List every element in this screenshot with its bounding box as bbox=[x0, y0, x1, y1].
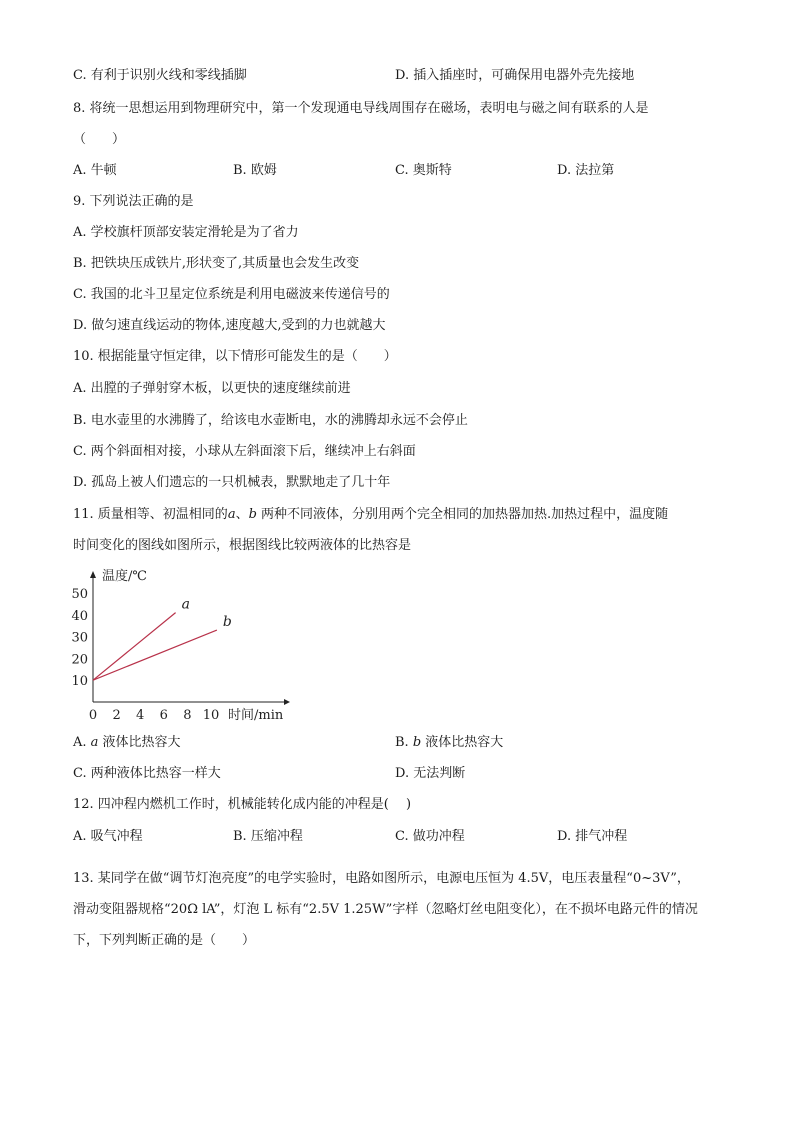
q10-option-c: C. 两个斜面相对接，小球从左斜面滚下后，继续冲上右斜面 bbox=[73, 444, 416, 459]
q11-stem-line2: 时间变化的图线如图所示，根据图线比较两液体的比热容是 bbox=[73, 538, 412, 553]
q10-option-a: A. 出膛的子弹射穿木板，以更快的速度继续前进 bbox=[73, 381, 351, 396]
q11-option-c: C. 两种液体比热容一样大 bbox=[73, 766, 221, 781]
x-axis-label: 时间/min bbox=[228, 708, 284, 723]
q10-option-b: B. 电水壶里的水沸腾了，给该电水壶断电，水的沸腾却永远不会停止 bbox=[73, 413, 468, 428]
q11-option-b bbox=[395, 735, 503, 751]
q12-option-a: A. 吸气冲程 bbox=[73, 829, 143, 844]
q11-option-a-var: a bbox=[90, 735, 99, 750]
q12-option-b: B. 压缩冲程 bbox=[233, 829, 303, 844]
q11-option-d: D. 无法判断 bbox=[395, 766, 466, 781]
q11-option-b-var: b bbox=[412, 735, 422, 750]
x-tick-label: 10 bbox=[202, 708, 220, 723]
y-tick-label: 20 bbox=[71, 652, 88, 668]
q9-option-a: A. 学校旗杆顶部安装定滑轮是为了省力 bbox=[73, 225, 299, 240]
q8-option-c: C. 奥斯特 bbox=[395, 163, 452, 178]
x-tick-label: 0 bbox=[88, 708, 98, 723]
q10-option-d: D. 孤岛上被人们遗忘的一只机械表，默默地走了几十年 bbox=[73, 475, 391, 490]
series-line-a bbox=[93, 613, 176, 681]
q7-option-d: D. 插入插座时，可确保用电器外壳先接地 bbox=[395, 68, 635, 83]
q10-stem: 10. 根据能量守恒定律，以下情形可能发生的是（ ） bbox=[73, 349, 397, 364]
q9-option-b: B. 把铁块压成铁片,形状变了,其质量也会发生改变 bbox=[73, 256, 360, 271]
q8-option-d: D. 法拉第 bbox=[557, 163, 615, 178]
q11-sep: 、 bbox=[235, 507, 249, 522]
x-tick-label: 2 bbox=[112, 708, 121, 723]
q11-stem-part: 两种不同液体，分别用两个完全相同的加热器加热.加热过程中，温度随 bbox=[256, 507, 669, 522]
q8-answer-paren: （ ） bbox=[73, 132, 126, 147]
q12-option-c: C. 做功冲程 bbox=[395, 829, 465, 844]
series-label-a: a bbox=[181, 596, 190, 613]
y-tick-label: 40 bbox=[71, 608, 88, 624]
x-tick-label: 4 bbox=[136, 708, 145, 723]
q8-option-a: A. 牛顿 bbox=[73, 163, 117, 178]
y-axis-label: 温度/℃ bbox=[102, 569, 147, 584]
y-tick-label: 50 bbox=[71, 587, 88, 602]
y-tick-label: 30 bbox=[71, 630, 88, 646]
series-label-b: b bbox=[222, 614, 232, 631]
q9-option-c: C. 我国的北斗卫星定位系统是利用电磁波来传递信号的 bbox=[73, 287, 390, 302]
q8-stem: 8. 将统一思想运用到物理研究中，第一个发现通电导线周围存在磁场，表明电与磁之间有联系的人是 bbox=[73, 101, 649, 116]
q11-option-b-text: 液体比热容大 bbox=[421, 735, 504, 750]
q11-stem-part: 11. 质量相等、初温相同的 bbox=[73, 507, 228, 522]
x-axis-arrow bbox=[284, 699, 290, 705]
q11-option-a bbox=[73, 735, 181, 751]
q12-stem: 12. 四冲程内燃机工作时，机械能转化成内能的冲程是( ) bbox=[73, 797, 412, 812]
q11-var-a: a bbox=[227, 507, 236, 522]
y-tick-label: 10 bbox=[71, 674, 88, 690]
q9-stem: 9. 下列说法正确的是 bbox=[73, 194, 194, 209]
q11-option-a-text: 液体比热容大 bbox=[98, 735, 181, 750]
q11-var-b: b bbox=[248, 507, 257, 522]
q11-option-a-prefix: A. bbox=[73, 735, 91, 750]
q11-option-b-prefix: B. bbox=[395, 735, 413, 750]
q8-option-b: B. 欧姆 bbox=[233, 163, 277, 178]
q9-option-d: D. 做匀速直线运动的物体,速度越大,受到的力也就越大 bbox=[73, 318, 386, 333]
q11-stem-line1 bbox=[73, 507, 668, 523]
y-axis-arrow bbox=[90, 571, 96, 578]
temperature-time-chart bbox=[66, 562, 306, 727]
x-tick-label: 6 bbox=[159, 708, 168, 723]
x-tick-label: 8 bbox=[183, 708, 192, 723]
q7-option-c: C. 有利于识别火线和零线插脚 bbox=[73, 68, 247, 83]
q13-line2: 滑动变阻器规格“20Ω lA”，灯泡 L 标有“2.5V 1.25W”字样（忽略灯丝电阻变化），在不损坏电路元件的情况 bbox=[73, 902, 698, 917]
q13-line3: 下，下列判断正确的是（ ） bbox=[73, 933, 256, 948]
q12-option-d: D. 排气冲程 bbox=[557, 829, 628, 844]
series-line-b bbox=[93, 630, 217, 680]
q13-line1: 13. 某同学在做“调节灯泡亮度”的电学实验时，电路如图所示，电源电压恒为 4.5V，电压表量程“0~3V”， bbox=[73, 871, 690, 886]
